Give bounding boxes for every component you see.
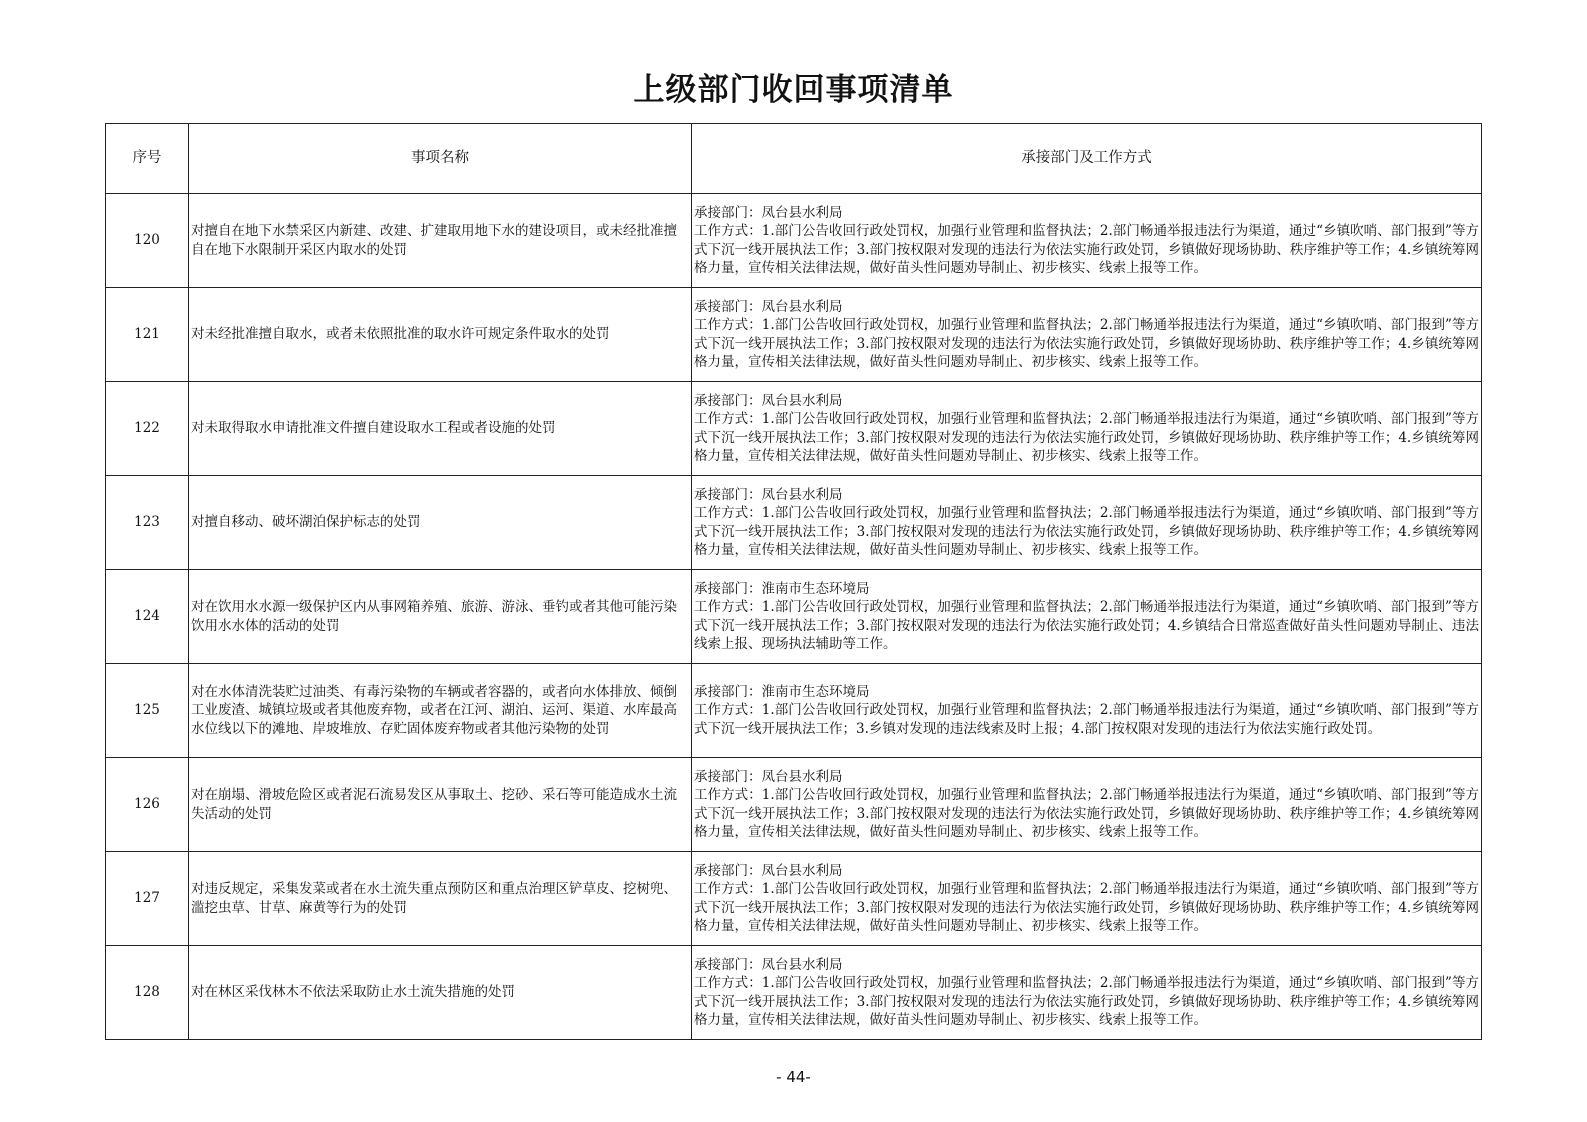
row-item-name: 对擅自在地下水禁采区内新建、改建、扩建取用地下水的建设项目，或未经批准擅自在地下水限制开采区内取水的处罚 [189, 194, 692, 288]
row-serial-number: 128 [106, 946, 189, 1040]
row-serial-number: 122 [106, 382, 189, 476]
row-serial-number: 123 [106, 476, 189, 570]
row-work-method: 工作方式：1.部门公告收回行政处罚权，加强行业管理和监督执法；2.部门畅通举报违法行为渠道，通过“乡镇吹哨、部门报到”等方式下沉一线开展执法工作；3.部门按权限对发现的违法行为依法实施行政处罚；4.乡镇结合日常巡查做好苗头性问题劝导制止、违法线索上报、现场执法辅助等工作。 [694, 599, 1479, 652]
row-work-method: 工作方式：1.部门公告收回行政处罚权，加强行业管理和监督执法；2.部门畅通举报违法行为渠道，通过“乡镇吹哨、部门报到”等方式下沉一线开展执法工作；3.部门按权限对发现的违法行为依法实施行政处罚，乡镇做好现场协助、秩序维护等工作；4.乡镇统筹网格力量，宣传相关法律法规，做好苗头性问题劝导制止、初步核实、线索上报等工作。 [694, 223, 1479, 276]
table-row [106, 664, 1482, 758]
table-header-row [106, 124, 1482, 194]
row-department-cell [692, 946, 1482, 1040]
row-department-cell [692, 758, 1482, 852]
table-row [106, 382, 1482, 476]
table-row [106, 288, 1482, 382]
row-item-name: 对在崩塌、滑坡危险区或者泥石流易发区从事取土、挖砂、采石等可能造成水土流失活动的处罚 [189, 758, 692, 852]
row-item-name: 对在水体清洗装贮过油类、有毒污染物的车辆或者容器的，或者向水体排放、倾倒工业废渣、城镇垃圾或者其他废弃物，或者在江河、湖泊、运河、渠道、水库最高水位线以下的滩地、岸坡堆放、存贮固体废弃物或者其他污染物的处罚 [189, 664, 692, 758]
row-serial-number: 127 [106, 852, 189, 946]
row-work-method: 工作方式：1.部门公告收回行政处罚权，加强行业管理和监督执法；2.部门畅通举报违法行为渠道，通过“乡镇吹哨、部门报到”等方式下沉一线开展执法工作；3.部门按权限对发现的违法行为依法实施行政处罚，乡镇做好现场协助、秩序维护等工作；4.乡镇统筹网格力量，宣传相关法律法规，做好苗头性问题劝导制止、初步核实、线索上报等工作。 [694, 411, 1479, 464]
table-row [106, 852, 1482, 946]
row-department: 承接部门：凤台县水利局 [694, 392, 843, 409]
table-row [106, 758, 1482, 852]
row-serial-number: 124 [106, 570, 189, 664]
table-row [106, 194, 1482, 288]
row-department: 承接部门：淮南市生态环境局 [694, 580, 870, 597]
table-row [106, 946, 1482, 1040]
row-department: 承接部门：凤台县水利局 [694, 956, 843, 973]
row-department: 承接部门：凤台县水利局 [694, 204, 843, 221]
row-item-name: 对在林区采伐林木不依法采取防止水土流失措施的处罚 [189, 946, 692, 1040]
row-work-method: 工作方式：1.部门公告收回行政处罚权，加强行业管理和监督执法；2.部门畅通举报违法行为渠道，通过“乡镇吹哨、部门报到”等方式下沉一线开展执法工作；3.乡镇对发现的违法线索及时上报；4.部门按权限对发现的违法行为依法实施行政处罚。 [694, 702, 1479, 737]
header-serial-number: 序号 [106, 124, 189, 194]
row-department-cell [692, 852, 1482, 946]
page-title: 上级部门收回事项清单 [633, 72, 954, 108]
row-department: 承接部门：凤台县水利局 [694, 862, 843, 879]
row-work-method: 工作方式：1.部门公告收回行政处罚权，加强行业管理和监督执法；2.部门畅通举报违法行为渠道，通过“乡镇吹哨、部门报到”等方式下沉一线开展执法工作；3.部门按权限对发现的违法行为依法实施行政处罚，乡镇做好现场协助、秩序维护等工作；4.乡镇统筹网格力量，宣传相关法律法规，做好苗头性问题劝导制止、初步核实、线索上报等工作。 [694, 505, 1479, 558]
row-department-cell [692, 476, 1482, 570]
row-department: 承接部门：凤台县水利局 [694, 298, 843, 315]
row-item-name: 对违反规定，采集发菜或者在水土流失重点预防区和重点治理区铲草皮、挖树兜、滥挖虫草、甘草、麻黄等行为的处罚 [189, 852, 692, 946]
header-item-name: 事项名称 [189, 124, 692, 194]
row-item-name: 对在饮用水水源一级保护区内从事网箱养殖、旅游、游泳、垂钓或者其他可能污染饮用水水体的活动的处罚 [189, 570, 692, 664]
row-department-cell [692, 382, 1482, 476]
row-department-cell [692, 194, 1482, 288]
row-department-cell [692, 288, 1482, 382]
header-department-method: 承接部门及工作方式 [692, 124, 1482, 194]
row-work-method: 工作方式：1.部门公告收回行政处罚权，加强行业管理和监督执法；2.部门畅通举报违法行为渠道，通过“乡镇吹哨、部门报到”等方式下沉一线开展执法工作；3.部门按权限对发现的违法行为依法实施行政处罚，乡镇做好现场协助、秩序维护等工作；4.乡镇统筹网格力量，宣传相关法律法规，做好苗头性问题劝导制止、初步核实、线索上报等工作。 [694, 881, 1479, 934]
row-department-cell [692, 664, 1482, 758]
item-table [105, 123, 1482, 1040]
row-department: 承接部门：凤台县水利局 [694, 768, 843, 785]
table-row [106, 476, 1482, 570]
row-serial-number: 120 [106, 194, 189, 288]
page-number: - 44- [776, 1068, 811, 1086]
row-serial-number: 125 [106, 664, 189, 758]
row-work-method: 工作方式：1.部门公告收回行政处罚权，加强行业管理和监督执法；2.部门畅通举报违法行为渠道，通过“乡镇吹哨、部门报到”等方式下沉一线开展执法工作；3.部门按权限对发现的违法行为依法实施行政处罚，乡镇做好现场协助、秩序维护等工作；4.乡镇统筹网格力量，宣传相关法律法规，做好苗头性问题劝导制止、初步核实、线索上报等工作。 [694, 787, 1479, 840]
row-serial-number: 121 [106, 288, 189, 382]
row-serial-number: 126 [106, 758, 189, 852]
row-work-method: 工作方式：1.部门公告收回行政处罚权，加强行业管理和监督执法；2.部门畅通举报违法行为渠道，通过“乡镇吹哨、部门报到”等方式下沉一线开展执法工作；3.部门按权限对发现的违法行为依法实施行政处罚，乡镇做好现场协助、秩序维护等工作；4.乡镇统筹网格力量，宣传相关法律法规，做好苗头性问题劝导制止、初步核实、线索上报等工作。 [694, 317, 1479, 370]
table-row [106, 570, 1482, 664]
row-department: 承接部门：淮南市生态环境局 [694, 683, 870, 700]
row-department-cell [692, 570, 1482, 664]
row-work-method: 工作方式：1.部门公告收回行政处罚权，加强行业管理和监督执法；2.部门畅通举报违法行为渠道，通过“乡镇吹哨、部门报到”等方式下沉一线开展执法工作；3.部门按权限对发现的违法行为依法实施行政处罚，乡镇做好现场协助、秩序维护等工作；4.乡镇统筹网格力量，宣传相关法律法规，做好苗头性问题劝导制止、初步核实、线索上报等工作。 [694, 975, 1479, 1028]
row-item-name: 对擅自移动、破坏湖泊保护标志的处罚 [189, 476, 692, 570]
row-item-name: 对未经批准擅自取水，或者未依照批准的取水许可规定条件取水的处罚 [189, 288, 692, 382]
row-department: 承接部门：凤台县水利局 [694, 486, 843, 503]
row-item-name: 对未取得取水申请批准文件擅自建设取水工程或者设施的处罚 [189, 382, 692, 476]
